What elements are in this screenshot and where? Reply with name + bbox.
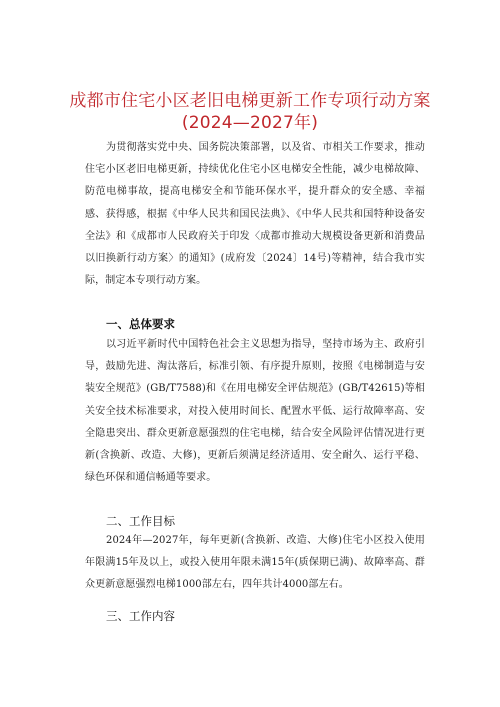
intro-paragraph: 为贯彻落实党中央、国务院决策部署，以及省、市相关工作要求，推动住宅小区老旧电梯更新，持续优化住宅小区电梯安全性能，减少电梯故障、防范电梯事故，提高电梯安全和节能环保水平，提升群众的安全感、幸福感、获得感，根据《中华人民共和国民法典》、《中华人民共和国特种设备安全法》和《成都市人民政府关于印发〈成都市推动大规模设备更新和消费品以旧换新行动方案〉的通知》(成府发〔2024〕14号)等精神，结合我市实际，制定本专项行动方案。 xyxy=(85,142,425,287)
document-title-years: (2024—2027年) xyxy=(181,113,319,133)
section-heading-work-content: 三、工作内容 xyxy=(106,609,175,623)
section-heading-goals: 二、工作目标 xyxy=(106,514,175,528)
document-title: 成都市住宅小区老旧电梯更新工作专项行动方案 xyxy=(69,91,431,111)
section-heading-general-requirements: 一、总体要求 xyxy=(106,317,175,331)
section-paragraph-goals: 2024年—2027年，每年更新(含换新、改造、大修)住宅小区投入使用年限满15年及以上，或投入使用年限未满15年(质保期已满)、故障率高、群众更新意愿强烈电梯1000部左右，四年共计4000部左右。 xyxy=(85,535,425,591)
section-paragraph-general-requirements: 以习近平新时代中国特色社会主义思想为指导，坚持市场为主、政府引导，鼓励先进、淘汰落后，标准引领、有序提升原则，按照《电梯制造与安装安全规范》(GB/T7588)和《在用电梯安全评估规范》(GB/T42615)等相关安全技术标准要求，对投入使用时间长、配置水平低、运行故障率高、安全隐患突出、群众更新意愿强烈的住宅电梯，结合安全风险评估情况进行更新(含换新、改造、大修)，更新后须满足经济适用、安全耐久、运行平稳、绿色环保和通信畅通等要求。 xyxy=(85,339,425,484)
